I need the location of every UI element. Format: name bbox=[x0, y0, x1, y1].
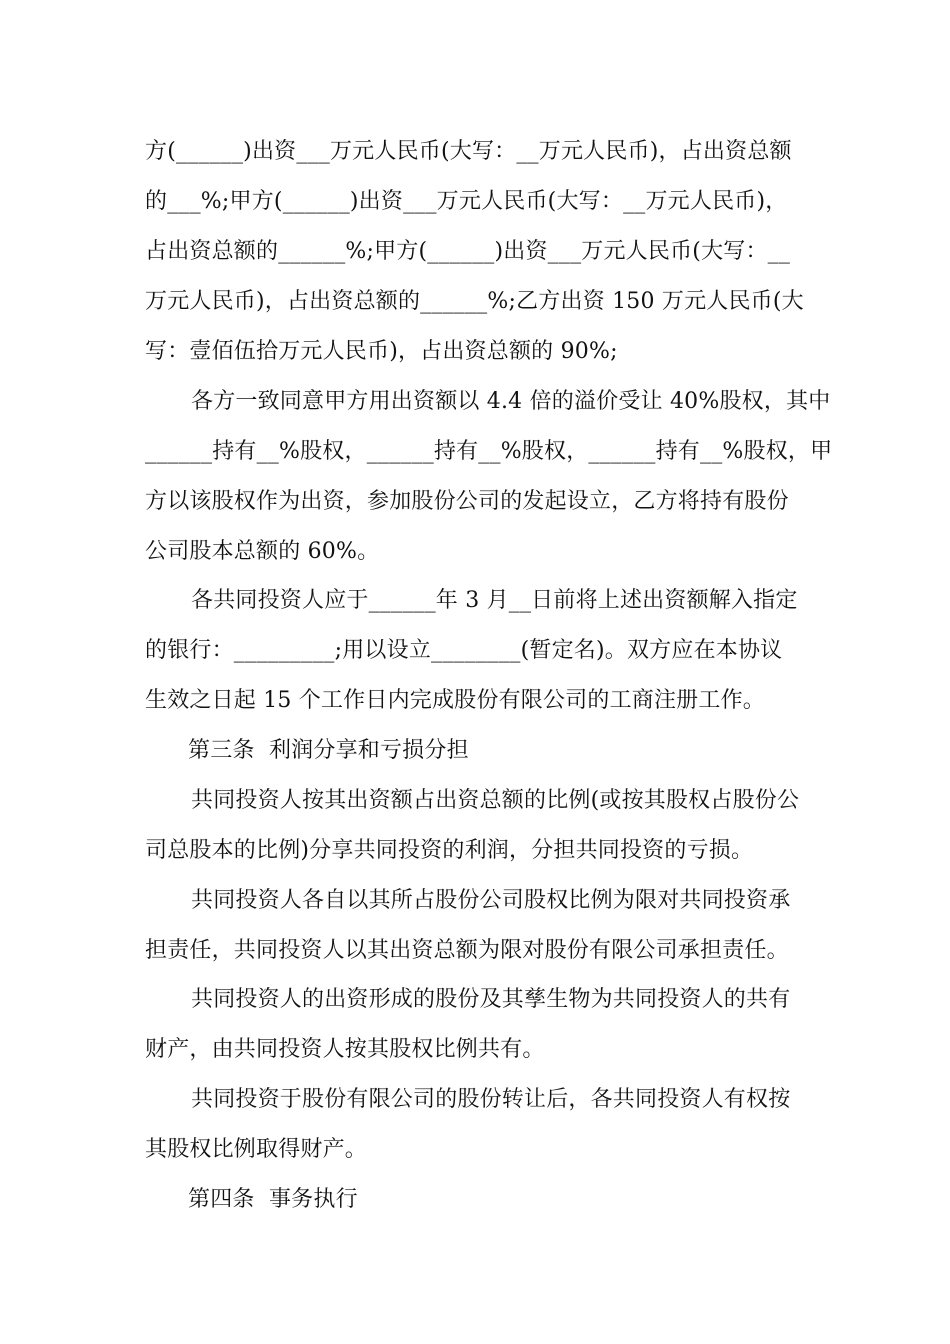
article-heading: 第三条 利润分享和亏损分担 bbox=[188, 738, 469, 763]
text-line: 的银行：_________;用以设立________(暂定名)。双方应在本协议 bbox=[145, 638, 783, 663]
paragraph-first-line: 各共同投资人应于______年 3 月__日前将上述出资额解入指定 bbox=[191, 588, 798, 613]
text-line: 的___%;甲方(______)出资___万元人民币(大写：__万元人民币)， bbox=[145, 189, 788, 214]
paragraph-first-line: 共同投资于股份有限公司的股份转让后，各共同投资人有权按 bbox=[191, 1087, 791, 1112]
text-line: 方以该股权作为出资，参加股份公司的发起设立，乙方将持有股份 bbox=[145, 489, 789, 514]
paragraph-first-line: 共同投资人各自以其所占股份公司股权比例为限对共同投资承 bbox=[191, 888, 791, 913]
text-line: 方(______)出资___万元人民币(大写：__万元人民币)，占出资总额 bbox=[145, 139, 792, 164]
text-line: 万元人民币)，占出资总额的______%;乙方出资 150 万元人民币(大 bbox=[145, 289, 804, 314]
text-line: 写：壹佰伍拾万元人民币)，占出资总额的 90%; bbox=[145, 339, 618, 364]
article-heading: 第四条 事务执行 bbox=[188, 1187, 358, 1212]
text-line: 公司股本总额的 60%。 bbox=[145, 539, 380, 564]
text-line: 担责任，共同投资人以其出资总额为限对股份有限公司承担责任。 bbox=[145, 938, 789, 963]
paragraph-first-line: 共同投资人的出资形成的股份及其孳生物为共同投资人的共有 bbox=[191, 987, 791, 1012]
text-line: 占出资总额的______%;甲方(______)出资___万元人民币(大写：__ bbox=[145, 239, 791, 264]
paragraph-first-line: 各方一致同意甲方用出资额以 4.4 倍的溢价受让 40%股权，其中 bbox=[191, 389, 831, 414]
text-line: ______持有__%股权，______持有__%股权，______持有__%股权，甲 bbox=[145, 439, 833, 464]
text-line: 其股权比例取得财产。 bbox=[145, 1137, 368, 1162]
text-line: 财产，由共同投资人按其股权比例共有。 bbox=[145, 1037, 545, 1062]
text-line: 生效之日起 15 个工作日内完成股份有限公司的工商注册工作。 bbox=[145, 688, 765, 713]
paragraph-first-line: 共同投资人按其出资额占出资总额的比例(或按其股权占股份公 bbox=[191, 788, 800, 813]
text-line: 司总股本的比例)分享共同投资的利润，分担共同投资的亏损。 bbox=[145, 838, 754, 863]
